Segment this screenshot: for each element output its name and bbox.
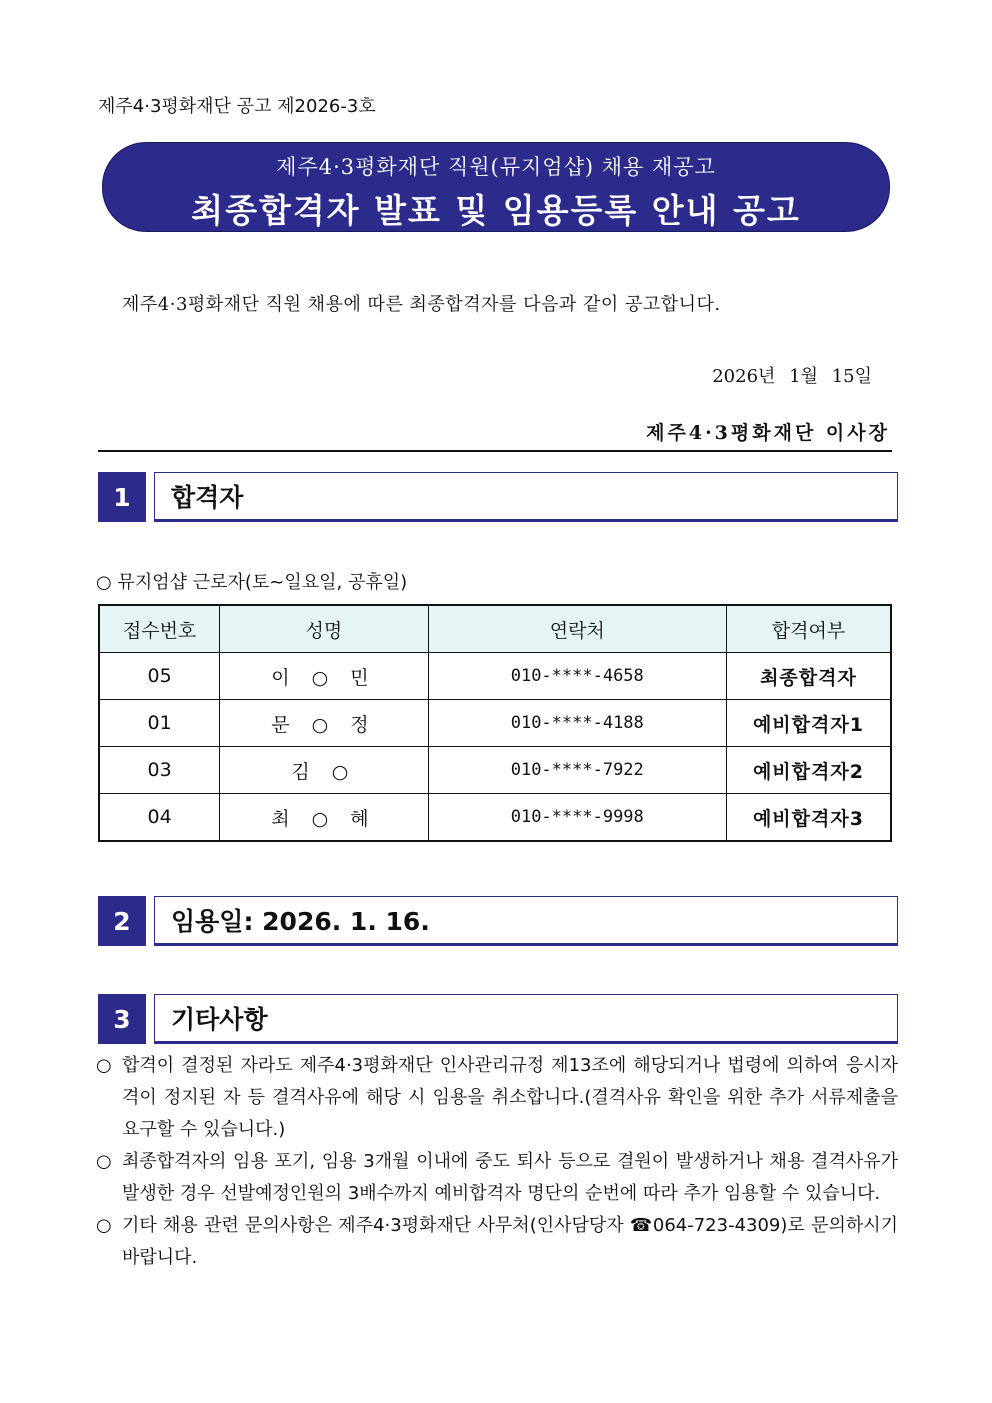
cell-result: 예비합격자3 <box>726 794 891 842</box>
section-2-header <box>98 896 898 946</box>
list-item <box>96 1210 898 1274</box>
table-header-row <box>99 605 891 653</box>
cell-contact: 010-****-9998 <box>428 794 726 842</box>
cell-result: 예비합격자1 <box>726 700 891 747</box>
category-label: ○ 뮤지엄샵 근로자(토~일요일, 공휴일) <box>96 572 408 593</box>
header-receipt-number: 접수번호 <box>99 605 220 653</box>
section-1-title: 합격자 <box>154 472 898 522</box>
cell-result: 최종합격자 <box>726 653 891 700</box>
cell-receipt-number: 01 <box>99 700 220 747</box>
note-text: 최종합격자의 임용 포기, 임용 3개월 이내에 중도 퇴사 등으로 결원이 발생하거나 채용 결격사유가 발생한 경우 선발예정인원의 3배수까지 예비합격자 명단의 순번에 따라 추가 임용할 수 있습니다. <box>122 1151 898 1204</box>
signer: 제주4·3평화재단 이사장 <box>646 422 890 444</box>
intro-text: 제주4·3평화재단 직원 채용에 따른 최종합격자를 다음과 같이 공고합니다. <box>122 294 721 315</box>
divider <box>98 450 892 452</box>
cell-name: 문 ○ 정 <box>220 700 428 747</box>
title-banner <box>102 142 890 232</box>
section-3-header <box>98 994 898 1044</box>
list-item <box>96 1146 898 1210</box>
banner-title: 최종합격자 발표 및 임용등록 안내 공고 <box>191 191 801 230</box>
header-contact: 연락처 <box>428 605 726 653</box>
cell-name: 최 ○ 혜 <box>220 794 428 842</box>
cell-contact: 010-****-4188 <box>428 700 726 747</box>
cell-receipt-number: 05 <box>99 653 220 700</box>
section-2-title: 임용일: 2026. 1. 16. <box>154 896 898 946</box>
cell-name: 이 ○ 민 <box>220 653 428 700</box>
section-3-number: 3 <box>98 994 146 1044</box>
circle-bullet-icon: ○ <box>96 1215 112 1236</box>
results-table <box>98 604 892 842</box>
cell-receipt-number: 04 <box>99 794 220 842</box>
cell-receipt-number: 03 <box>99 747 220 794</box>
circle-bullet-icon: ○ <box>96 1151 112 1172</box>
banner-subtitle: 제주4·3평화재단 직원(뮤지엄샵) 채용 재공고 <box>276 155 716 179</box>
circle-bullet-icon: ○ <box>96 1055 112 1076</box>
header-result: 합격여부 <box>726 605 891 653</box>
header-name: 성명 <box>220 605 428 653</box>
notes-list <box>96 1050 898 1274</box>
note-text: 합격이 결정된 자라도 제주4·3평화재단 인사관리규정 제13조에 해당되거나 법령에 의하여 응시자격이 정지된 자 등 결격사유에 해당 시 임용을 취소합니다.(결격사유 확인을 위한 추가 서류제출을 요구할 수 있습니다.) <box>122 1055 898 1140</box>
table-row <box>99 700 891 747</box>
table-row <box>99 653 891 700</box>
document-number: 제주4·3평화재단 공고 제2026-3호 <box>98 96 376 117</box>
cell-result: 예비합격자2 <box>726 747 891 794</box>
table-row <box>99 794 891 842</box>
section-3-title: 기타사항 <box>154 994 898 1044</box>
cell-contact: 010-****-4658 <box>428 653 726 700</box>
section-1-number: 1 <box>98 472 146 522</box>
table-row <box>99 747 891 794</box>
announcement-date: 2026년 1월 15일 <box>712 366 872 387</box>
section-1-header <box>98 472 898 522</box>
list-item <box>96 1050 898 1146</box>
cell-contact: 010-****-7922 <box>428 747 726 794</box>
section-2-number: 2 <box>98 896 146 946</box>
note-text: 기타 채용 관련 문의사항은 제주4·3평화재단 사무처(인사담당자 ☎064-723-4309)로 문의하시기 바랍니다. <box>122 1215 898 1268</box>
cell-name: 김 ○ <box>220 747 428 794</box>
